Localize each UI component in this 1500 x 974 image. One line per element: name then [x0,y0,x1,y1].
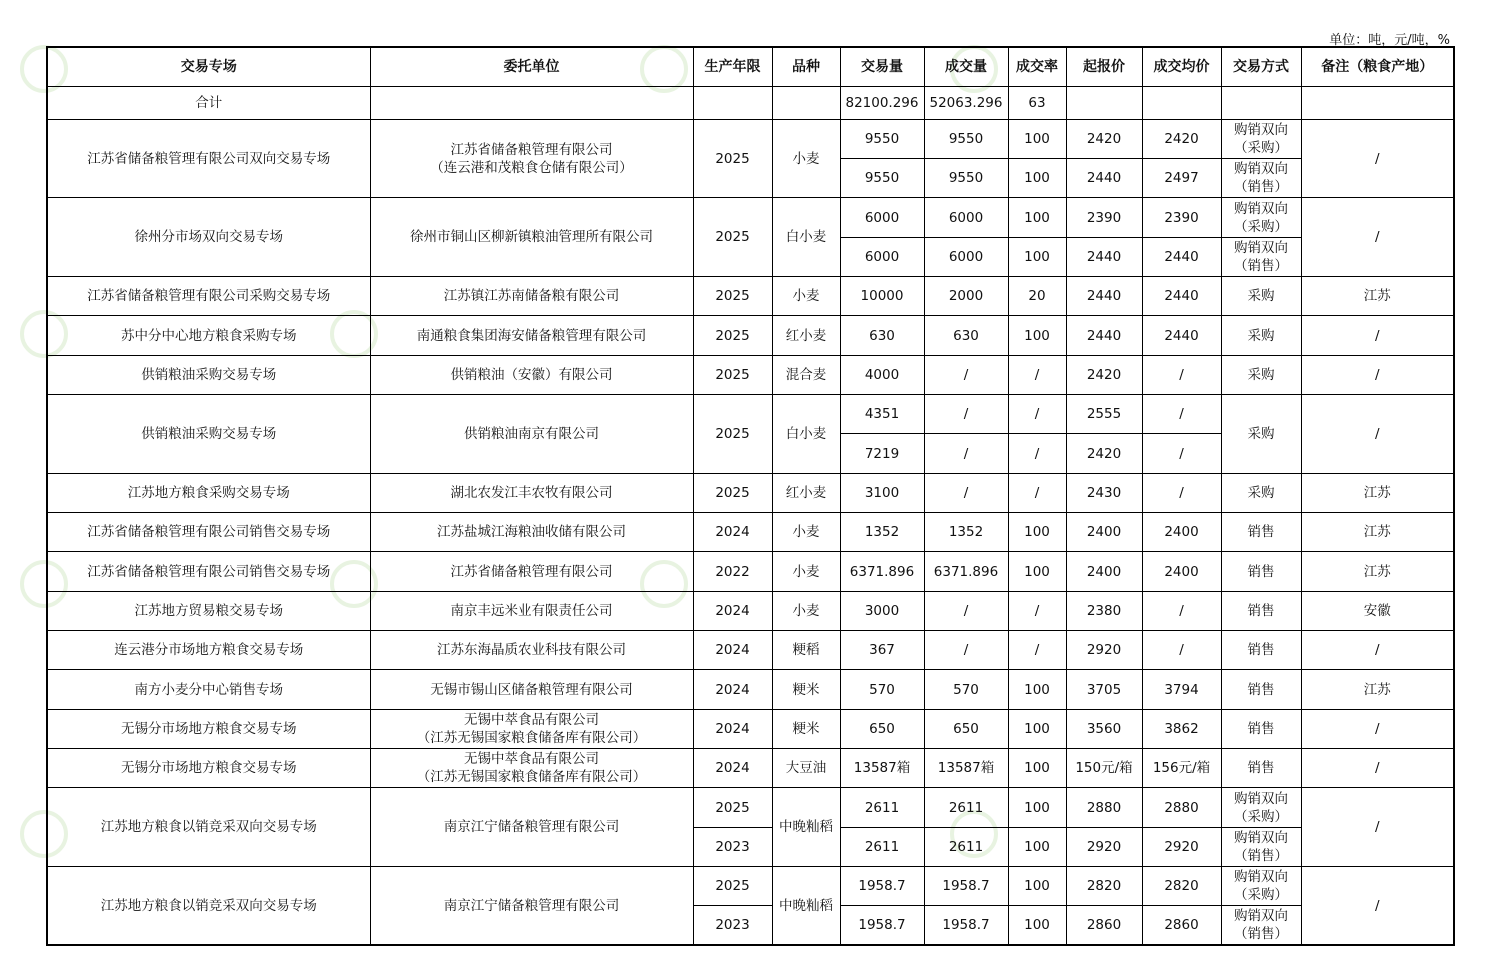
volume-cell: 10000 [840,277,924,316]
note-cell: 江苏 [1301,277,1454,316]
mode-cell: 采购 [1221,355,1301,394]
rate-cell: 100 [1008,159,1066,198]
mode-cell: 购销双向 （采购） [1221,198,1301,237]
mode-cell: 购销双向 （采购） [1221,119,1301,158]
start-price-cell: 2420 [1066,119,1142,158]
entrust-cell: 湖北农发江丰农牧有限公司 [370,473,693,512]
session-cell: 江苏地方贸易粮交易专场 [47,591,370,630]
session-cell: 江苏地方粮食采购交易专场 [47,473,370,512]
rate-cell: / [1008,434,1066,473]
start-price-cell: 2380 [1066,591,1142,630]
table-row [47,355,1454,394]
entrust-cell: 江苏省储备粮管理有限公司 [370,552,693,591]
year-cell: 2024 [693,631,772,670]
volume-cell: 6000 [840,198,924,237]
session-cell: 江苏地方粮食以销竞采双向交易专场 [47,867,370,946]
year-cell: 2025 [693,198,772,277]
entrust-cell: 江苏盐城江海粮油收储有限公司 [370,513,693,552]
header-entrust: 委托单位 [370,47,693,86]
start-price-cell: 2440 [1066,159,1142,198]
rate-cell: 100 [1008,867,1066,906]
avg-price-cell: 2390 [1142,198,1221,237]
entrust-cell: 供销粮油（安徽）有限公司 [370,355,693,394]
mode-cell: 销售 [1221,709,1301,748]
start-price-cell: 3705 [1066,670,1142,709]
start-price-cell: 2390 [1066,198,1142,237]
mode-cell: 购销双向 （采购） [1221,788,1301,827]
avg-price-cell: / [1142,591,1221,630]
mode-cell: 销售 [1221,591,1301,630]
session-cell: 江苏省储备粮管理有限公司销售交易专场 [47,552,370,591]
avg-price-cell: 2860 [1142,906,1221,945]
volume-cell: 3000 [840,591,924,630]
avg-price-cell: 2400 [1142,552,1221,591]
table-row [47,591,1454,630]
entrust-cell: 无锡中萃食品有限公司 （江苏无锡国家粮食储备库有限公司） [370,749,693,788]
rate-cell: 100 [1008,119,1066,158]
table-row [47,670,1454,709]
header-rate: 成交率 [1008,47,1066,86]
deal-cell: / [924,591,1008,630]
rate-cell: / [1008,473,1066,512]
deal-cell: 1958.7 [924,906,1008,945]
volume-cell: 6000 [840,237,924,276]
year-cell: 2024 [693,670,772,709]
avg-price-cell: 2880 [1142,788,1221,827]
year-cell: 2025 [693,473,772,512]
mode-cell: 销售 [1221,513,1301,552]
deal-cell: 650 [924,709,1008,748]
mode-cell: 购销双向 （销售） [1221,237,1301,276]
table-row [47,552,1454,591]
note-cell: / [1301,709,1454,748]
table-row [47,513,1454,552]
variety-cell: 粳米 [772,670,840,709]
rate-cell: 100 [1008,749,1066,788]
deal-cell: / [924,434,1008,473]
volume-cell: 4351 [840,395,924,434]
deal-cell: 2611 [924,788,1008,827]
volume-cell: 13587箱 [840,749,924,788]
session-cell: 连云港分市场地方粮食交易专场 [47,631,370,670]
volume-cell: 9550 [840,119,924,158]
volume-cell: 6371.896 [840,552,924,591]
session-cell: 南方小麦分中心销售专场 [47,670,370,709]
deal-cell: 2611 [924,827,1008,866]
table-row [47,473,1454,512]
table-row [47,316,1454,355]
header-year: 生产年限 [693,47,772,86]
mode-cell: 采购 [1221,316,1301,355]
entrust-cell: 南通粮食集团海安储备粮管理有限公司 [370,316,693,355]
year-cell: 2025 [693,395,772,474]
rate-cell: 100 [1008,709,1066,748]
trading-results-table [46,46,1455,946]
avg-price-cell: 3794 [1142,670,1221,709]
variety-cell: 白小麦 [772,198,840,277]
variety-cell: 中晚籼稻 [772,867,840,946]
mode-cell: 销售 [1221,749,1301,788]
year-cell: 2025 [693,788,772,827]
note-cell: / [1301,198,1454,277]
total-label: 合计 [47,86,370,119]
total-volume: 82100.296 [840,86,924,119]
year-cell: 2025 [693,355,772,394]
start-price-cell: 2420 [1066,355,1142,394]
mode-cell: 销售 [1221,552,1301,591]
volume-cell: 1352 [840,513,924,552]
rate-cell: / [1008,355,1066,394]
total-rate: 63 [1008,86,1066,119]
entrust-cell: 供销粮油南京有限公司 [370,395,693,474]
header-start-price: 起报价 [1066,47,1142,86]
variety-cell: 小麦 [772,552,840,591]
mode-cell: 购销双向 （销售） [1221,906,1301,945]
variety-cell: 粳米 [772,709,840,748]
variety-cell: 白小麦 [772,395,840,474]
start-price-cell: 2440 [1066,237,1142,276]
entrust-cell: 南京丰远米业有限责任公司 [370,591,693,630]
rate-cell: / [1008,395,1066,434]
session-cell: 江苏省储备粮管理有限公司双向交易专场 [47,119,370,198]
header-volume: 交易量 [840,47,924,86]
rate-cell: 100 [1008,237,1066,276]
deal-cell: 6000 [924,198,1008,237]
rate-cell: 20 [1008,277,1066,316]
table-row [47,198,1454,237]
total-row [47,86,1454,119]
mode-cell: 采购 [1221,395,1301,474]
rate-cell: 100 [1008,906,1066,945]
deal-cell: / [924,631,1008,670]
start-price-cell: 2820 [1066,867,1142,906]
start-price-cell: 2420 [1066,434,1142,473]
start-price-cell: 2920 [1066,827,1142,866]
entrust-cell: 江苏镇江苏南储备粮有限公司 [370,277,693,316]
session-cell: 江苏地方粮食以销竞采双向交易专场 [47,788,370,867]
variety-cell: 中晚籼稻 [772,788,840,867]
rate-cell: / [1008,631,1066,670]
note-cell: 江苏 [1301,473,1454,512]
volume-cell: 570 [840,670,924,709]
mode-cell: 购销双向 （采购） [1221,867,1301,906]
start-price-cell: 3560 [1066,709,1142,748]
note-cell: / [1301,355,1454,394]
note-cell: / [1301,631,1454,670]
entrust-cell: 江苏东海晶质农业科技有限公司 [370,631,693,670]
start-price-cell: 150元/箱 [1066,749,1142,788]
deal-cell: 1352 [924,513,1008,552]
header-session: 交易专场 [47,47,370,86]
entrust-cell: 南京江宁储备粮管理有限公司 [370,867,693,946]
session-cell: 无锡分市场地方粮食交易专场 [47,709,370,748]
entrust-cell: 南京江宁储备粮管理有限公司 [370,788,693,867]
variety-cell: 小麦 [772,591,840,630]
mode-cell: 采购 [1221,473,1301,512]
rate-cell: 100 [1008,552,1066,591]
volume-cell: 7219 [840,434,924,473]
deal-cell: 570 [924,670,1008,709]
start-price-cell: 2440 [1066,316,1142,355]
volume-cell: 3100 [840,473,924,512]
deal-cell: 6371.896 [924,552,1008,591]
deal-cell: / [924,473,1008,512]
header-note: 备注（粮食产地） [1301,47,1454,86]
deal-cell: 6000 [924,237,1008,276]
entrust-cell: 无锡中萃食品有限公司 （江苏无锡国家粮食储备库有限公司） [370,709,693,748]
year-cell: 2022 [693,552,772,591]
note-cell: / [1301,867,1454,946]
table-row [47,788,1454,827]
avg-price-cell: / [1142,631,1221,670]
year-cell: 2024 [693,749,772,788]
year-cell: 2025 [693,119,772,198]
entrust-cell: 江苏省储备粮管理有限公司 （连云港和茂粮食仓储有限公司） [370,119,693,198]
year-cell: 2025 [693,867,772,906]
year-cell: 2024 [693,709,772,748]
avg-price-cell: 3862 [1142,709,1221,748]
avg-price-cell: 2440 [1142,237,1221,276]
deal-cell: 9550 [924,159,1008,198]
mode-cell: 销售 [1221,631,1301,670]
start-price-cell: 2860 [1066,906,1142,945]
volume-cell: 2611 [840,788,924,827]
note-cell: 安徽 [1301,591,1454,630]
header-deal: 成交量 [924,47,1008,86]
table-row [47,631,1454,670]
header-variety: 品种 [772,47,840,86]
table-row [47,709,1454,748]
avg-price-cell: 2820 [1142,867,1221,906]
variety-cell: 小麦 [772,513,840,552]
deal-cell: / [924,395,1008,434]
note-cell: / [1301,119,1454,198]
avg-price-cell: 156元/箱 [1142,749,1221,788]
rate-cell: 100 [1008,513,1066,552]
rate-cell: 100 [1008,198,1066,237]
avg-price-cell: / [1142,434,1221,473]
rate-cell: 100 [1008,827,1066,866]
rate-cell: 100 [1008,788,1066,827]
deal-cell: 2000 [924,277,1008,316]
total-deal: 52063.296 [924,86,1008,119]
table-row [47,395,1454,434]
variety-cell: 红小麦 [772,473,840,512]
session-cell: 无锡分市场地方粮食交易专场 [47,749,370,788]
variety-cell: 小麦 [772,277,840,316]
year-cell: 2024 [693,513,772,552]
avg-price-cell: 2440 [1142,277,1221,316]
note-cell: / [1301,316,1454,355]
start-price-cell: 2555 [1066,395,1142,434]
avg-price-cell: 2400 [1142,513,1221,552]
volume-cell: 630 [840,316,924,355]
year-cell: 2023 [693,827,772,866]
start-price-cell: 2880 [1066,788,1142,827]
start-price-cell: 2430 [1066,473,1142,512]
table-row [47,119,1454,158]
start-price-cell: 2440 [1066,277,1142,316]
entrust-cell: 徐州市铜山区柳新镇粮油管理所有限公司 [370,198,693,277]
year-cell: 2025 [693,277,772,316]
start-price-cell: 2400 [1066,552,1142,591]
note-cell: / [1301,788,1454,867]
note-cell: / [1301,395,1454,474]
session-cell: 供销粮油采购交易专场 [47,355,370,394]
note-cell: / [1301,749,1454,788]
variety-cell: 粳稻 [772,631,840,670]
volume-cell: 367 [840,631,924,670]
deal-cell: 630 [924,316,1008,355]
session-cell: 苏中分中心地方粮食采购专场 [47,316,370,355]
start-price-cell: 2400 [1066,513,1142,552]
session-cell: 徐州分市场双向交易专场 [47,198,370,277]
mode-cell: 采购 [1221,277,1301,316]
rate-cell: 100 [1008,316,1066,355]
deal-cell: 13587箱 [924,749,1008,788]
rate-cell: 100 [1008,670,1066,709]
mode-cell: 购销双向 （销售） [1221,159,1301,198]
rate-cell: / [1008,591,1066,630]
start-price-cell: 2920 [1066,631,1142,670]
session-cell: 江苏省储备粮管理有限公司采购交易专场 [47,277,370,316]
variety-cell: 大豆油 [772,749,840,788]
header-row [47,47,1454,86]
deal-cell: / [924,355,1008,394]
volume-cell: 1958.7 [840,906,924,945]
variety-cell: 混合麦 [772,355,840,394]
table-row [47,749,1454,788]
unit-note: 单位：吨，元/吨，% [1329,33,1450,48]
note-cell: 江苏 [1301,513,1454,552]
variety-cell: 红小麦 [772,316,840,355]
note-cell: 江苏 [1301,670,1454,709]
avg-price-cell: 2440 [1142,316,1221,355]
table-row [47,867,1454,906]
year-cell: 2024 [693,591,772,630]
volume-cell: 650 [840,709,924,748]
mode-cell: 购销双向 （销售） [1221,827,1301,866]
header-mode: 交易方式 [1221,47,1301,86]
variety-cell: 小麦 [772,119,840,198]
volume-cell: 1958.7 [840,867,924,906]
entrust-cell: 无锡市锡山区储备粮管理有限公司 [370,670,693,709]
note-cell: 江苏 [1301,552,1454,591]
session-cell: 江苏省储备粮管理有限公司销售交易专场 [47,513,370,552]
volume-cell: 4000 [840,355,924,394]
header-avg-price: 成交均价 [1142,47,1221,86]
table-row [47,277,1454,316]
year-cell: 2025 [693,316,772,355]
avg-price-cell: / [1142,355,1221,394]
session-cell: 供销粮油采购交易专场 [47,395,370,474]
avg-price-cell: 2420 [1142,119,1221,158]
volume-cell: 9550 [840,159,924,198]
avg-price-cell: 2497 [1142,159,1221,198]
avg-price-cell: / [1142,473,1221,512]
avg-price-cell: / [1142,395,1221,434]
mode-cell: 销售 [1221,670,1301,709]
volume-cell: 2611 [840,827,924,866]
deal-cell: 9550 [924,119,1008,158]
year-cell: 2023 [693,906,772,945]
avg-price-cell: 2920 [1142,827,1221,866]
deal-cell: 1958.7 [924,867,1008,906]
